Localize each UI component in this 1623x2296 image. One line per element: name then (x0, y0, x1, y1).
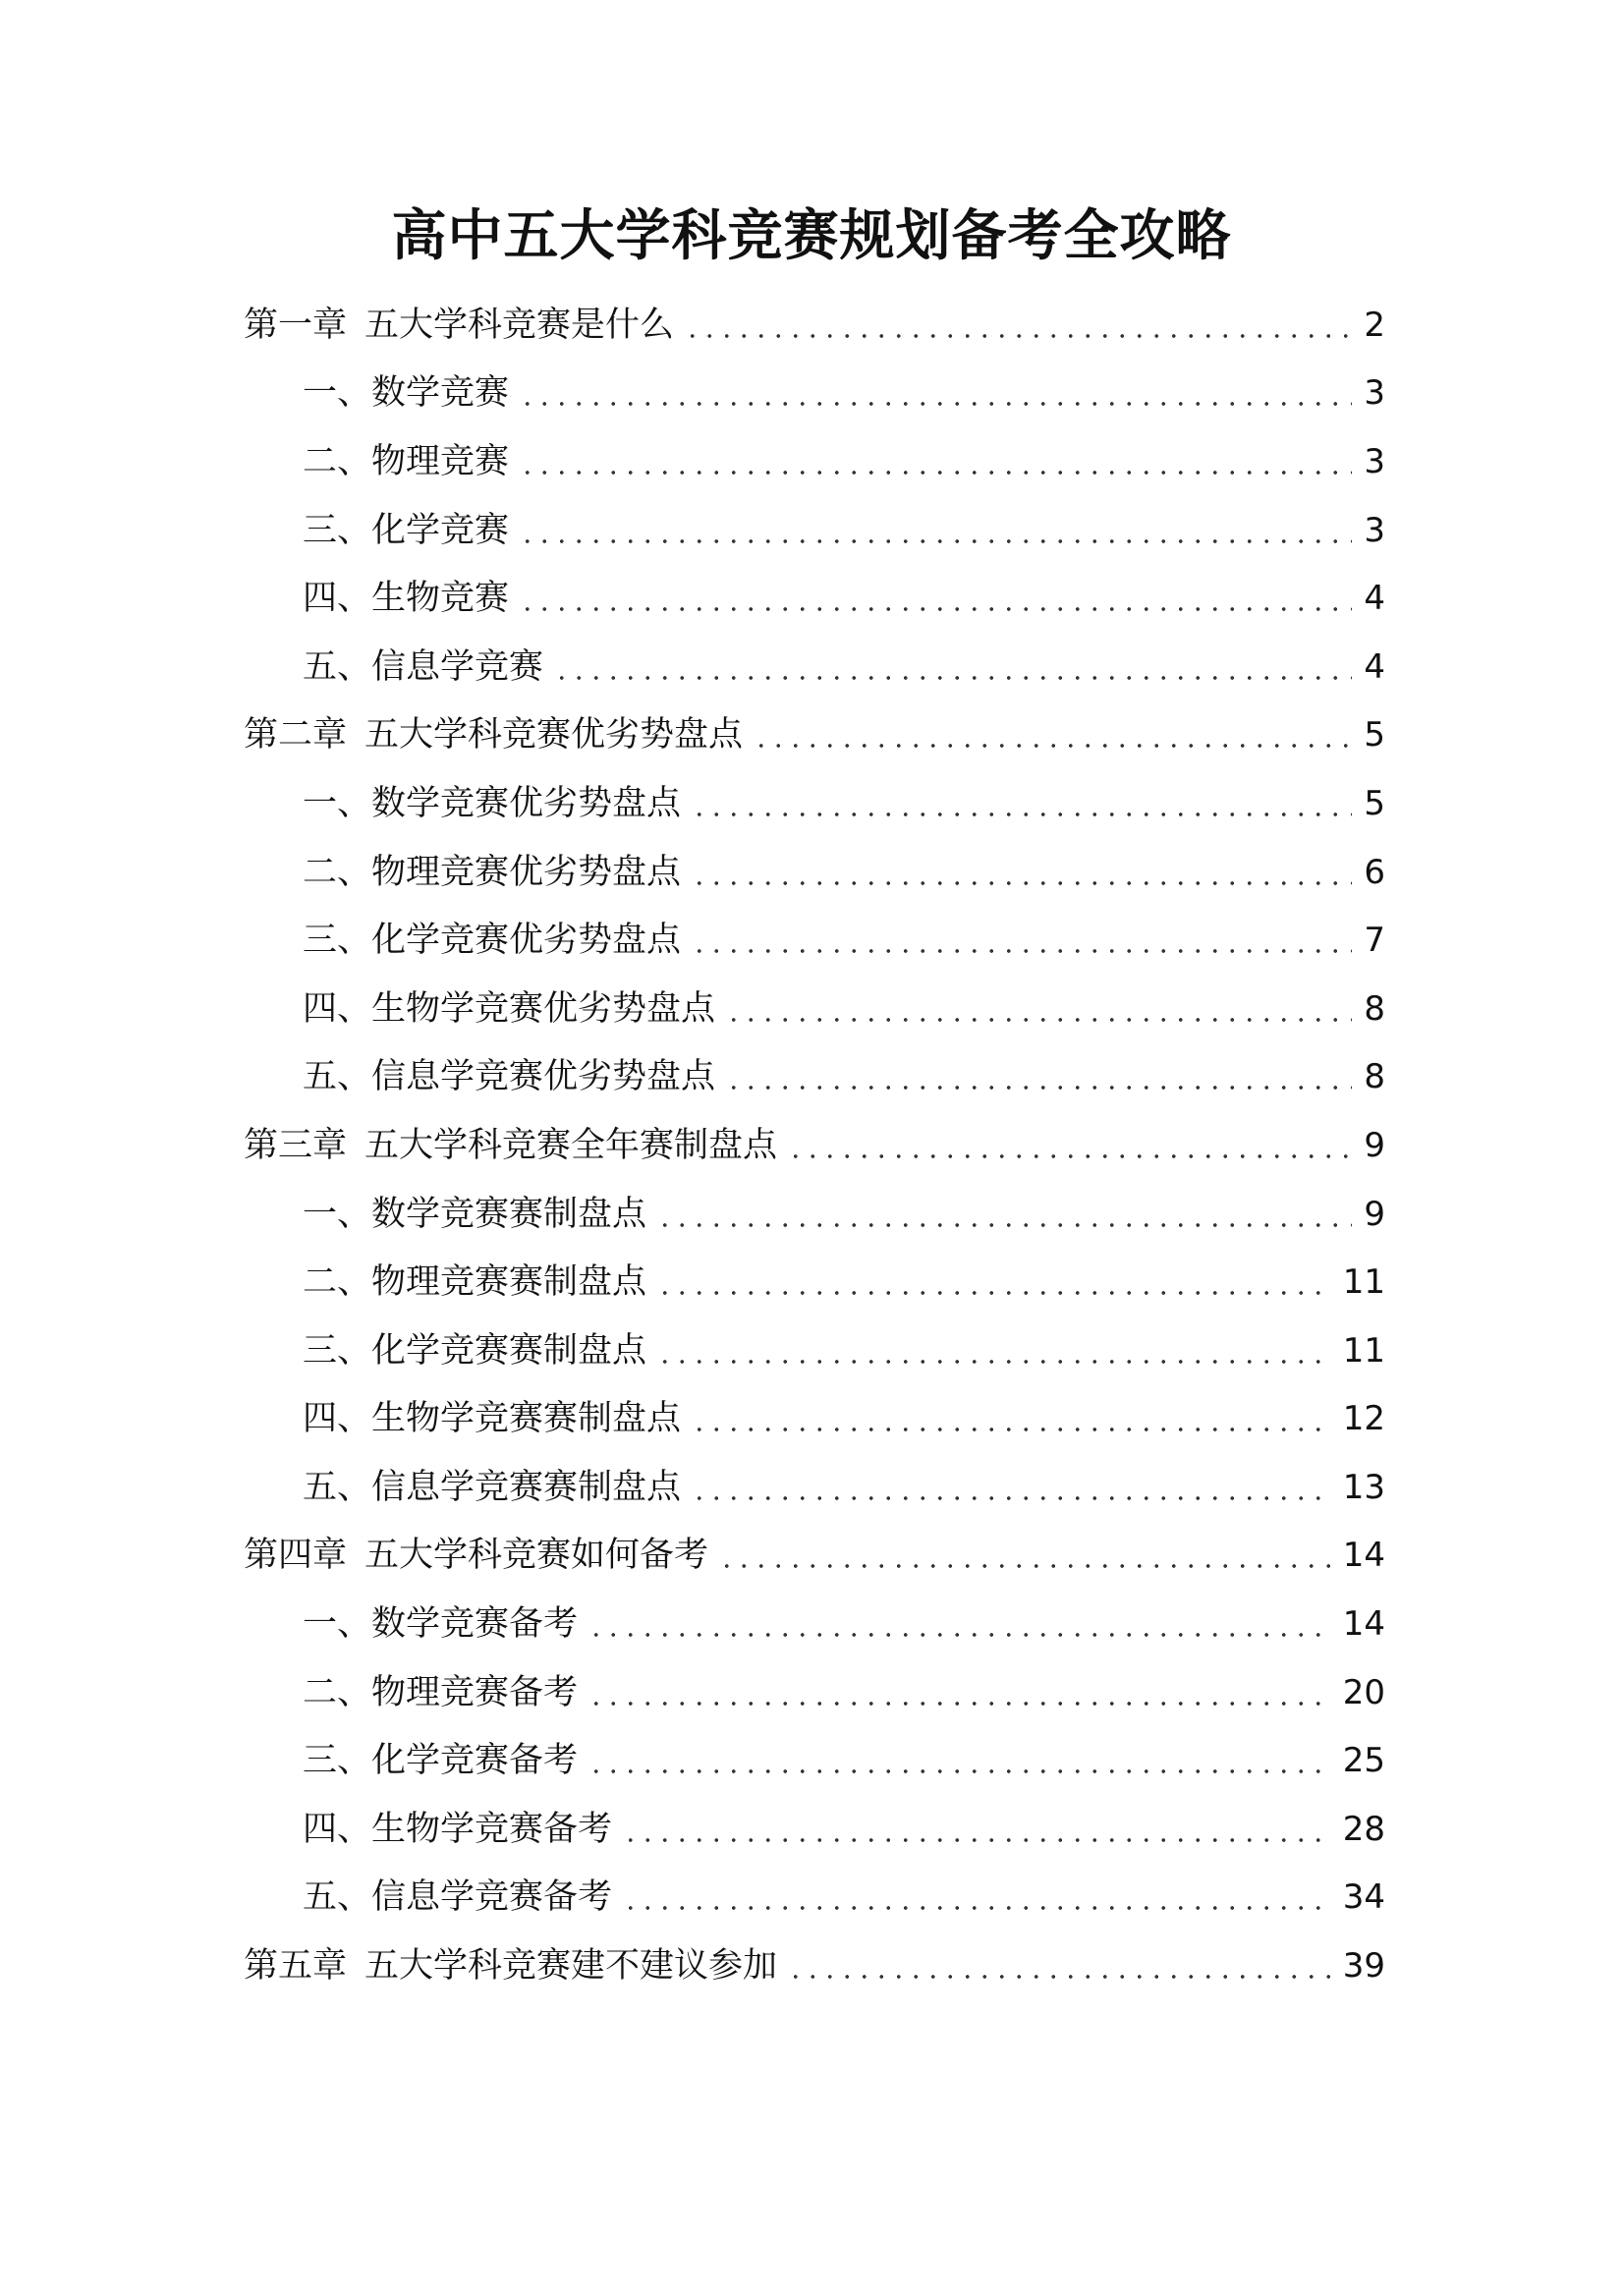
toc-dot-leader (725, 1018, 1352, 1022)
toc-section-entry[interactable] (244, 1316, 1385, 1385)
toc-dot-leader (588, 1769, 1331, 1773)
toc-entry-title (244, 306, 674, 345)
toc-page-number: 13 (1342, 1467, 1385, 1507)
toc-entry-title (244, 715, 743, 755)
toc-page-number: 11 (1342, 1330, 1385, 1371)
toc-page-number: 11 (1342, 1262, 1385, 1303)
toc-page-number: 8 (1364, 988, 1385, 1029)
toc-entry-title (303, 579, 509, 618)
toc-page-number: 7 (1364, 921, 1385, 961)
toc-page-number: 3 (1364, 510, 1385, 550)
toc-section-entry[interactable] (244, 975, 1385, 1043)
toc-entry-text: 数学竞赛 (371, 373, 510, 414)
toc-dot-leader (519, 607, 1352, 611)
toc-dot-leader (691, 1428, 1331, 1431)
toc-dot-leader (753, 744, 1352, 748)
toc-page-number: 20 (1342, 1672, 1385, 1712)
toc-section-entry[interactable] (244, 1180, 1385, 1249)
toc-page-number: 25 (1342, 1741, 1385, 1781)
toc-section-entry[interactable] (244, 838, 1385, 907)
toc-page-number: 14 (1342, 1536, 1385, 1576)
toc-chapter-entry[interactable] (244, 1522, 1385, 1591)
toc-entry-title (244, 1126, 777, 1165)
toc-entry-title (303, 1604, 578, 1644)
toc-dot-leader (691, 1496, 1331, 1500)
toc-entry-text: 化学竞赛备考 (371, 1741, 579, 1781)
toc-entry-number: 三、 (303, 1741, 372, 1781)
toc-entry-text: 信息学竞赛优劣势盘点 (371, 1057, 716, 1097)
toc-entry-text: 五大学科竞赛全年赛制盘点 (364, 1125, 778, 1165)
toc-entry-title (303, 1673, 578, 1712)
toc-entry-text: 五大学科竞赛建不建议参加 (364, 1946, 778, 1987)
toc-entry-text: 数学竞赛优劣势盘点 (371, 783, 682, 823)
toc-dot-leader (691, 812, 1352, 816)
toc-entry-number: 第一章 (244, 305, 348, 345)
toc-entry-number: 第二章 (244, 715, 348, 756)
toc-page-number: 5 (1364, 783, 1385, 823)
toc-section-entry[interactable] (244, 360, 1385, 428)
toc-page-number: 39 (1342, 1946, 1385, 1987)
toc-dot-leader (622, 1838, 1331, 1842)
toc-dot-leader (684, 334, 1352, 338)
toc-entry-title (303, 921, 681, 960)
document-title: 高中五大学科竞赛规划备考全攻略 (391, 203, 1232, 268)
toc-entry-number: 二、 (303, 852, 372, 892)
toc-entry-title (303, 1468, 681, 1507)
toc-section-entry[interactable] (244, 1385, 1385, 1454)
toc-section-entry[interactable] (244, 633, 1385, 701)
toc-entry-text: 五大学科竞赛优劣势盘点 (364, 715, 744, 756)
toc-entry-number: 五、 (303, 1467, 372, 1507)
toc-entry-text: 信息学竞赛 (371, 646, 544, 687)
toc-entry-text: 物理竞赛优劣势盘点 (371, 852, 682, 892)
toc-dot-leader (622, 1906, 1331, 1910)
toc-entry-number: 四、 (303, 1399, 372, 1439)
toc-entry-text: 生物竞赛 (371, 579, 510, 619)
toc-entry-number: 三、 (303, 510, 372, 550)
toc-entry-text: 五大学科竞赛如何备考 (364, 1536, 709, 1576)
toc-dot-leader (725, 1086, 1352, 1090)
toc-entry-title (303, 1195, 646, 1234)
toc-entry-title (244, 1946, 777, 1986)
toc-page-number: 2 (1364, 305, 1385, 345)
toc-entry-title (303, 989, 715, 1029)
toc-dot-leader (656, 1360, 1331, 1364)
toc-entry-text: 信息学竞赛备考 (371, 1877, 613, 1918)
toc-entry-title (303, 1262, 646, 1302)
toc-entry-number: 第三章 (244, 1125, 348, 1165)
toc-entry-title (303, 647, 543, 687)
toc-dot-leader (691, 881, 1352, 885)
toc-entry-text: 物理竞赛 (371, 441, 510, 481)
toc-entry-text: 信息学竞赛赛制盘点 (371, 1467, 682, 1507)
toc-dot-leader (519, 471, 1352, 475)
toc-section-entry[interactable] (244, 1864, 1385, 1932)
toc-page-number: 4 (1364, 579, 1385, 619)
toc-page-number: 3 (1364, 373, 1385, 414)
toc-dot-leader (656, 1291, 1331, 1295)
toc-entry-text: 物理竞赛赛制盘点 (371, 1262, 647, 1303)
toc-section-entry[interactable] (244, 1043, 1385, 1112)
toc-page-number: 6 (1364, 852, 1385, 892)
toc-entry-number: 三、 (303, 921, 372, 961)
toc-entry-title (303, 1877, 612, 1917)
toc-entry-text: 生物学竞赛优劣势盘点 (371, 988, 716, 1029)
toc-dot-leader (519, 402, 1352, 406)
toc-entry-number: 四、 (303, 579, 372, 619)
toc-page-number: 4 (1364, 646, 1385, 687)
toc-entry-text: 化学竞赛赛制盘点 (371, 1330, 647, 1371)
toc-page-number: 28 (1342, 1809, 1385, 1849)
toc-dot-leader (718, 1564, 1331, 1568)
toc-section-entry[interactable] (244, 1726, 1385, 1795)
toc-section-entry[interactable] (244, 1248, 1385, 1316)
toc-page-number: 12 (1342, 1399, 1385, 1439)
toc-entry-number: 一、 (303, 1604, 372, 1645)
toc-entry-number: 一、 (303, 373, 372, 414)
toc-page-number: 9 (1364, 1125, 1385, 1165)
toc-section-entry[interactable] (244, 496, 1385, 565)
toc-entry-title (303, 1399, 681, 1438)
toc-page-number: 9 (1364, 1194, 1385, 1234)
toc-dot-leader (787, 1154, 1352, 1158)
toc-entry-number: 一、 (303, 1194, 372, 1234)
toc-entry-number: 第五章 (244, 1946, 348, 1987)
toc-dot-leader (553, 676, 1352, 680)
toc-entry-title (303, 1810, 612, 1849)
toc-entry-title (303, 373, 509, 413)
toc-entry-number: 第四章 (244, 1536, 348, 1576)
toc-chapter-entry[interactable] (244, 701, 1385, 770)
table-of-contents (244, 291, 1385, 2000)
toc-dot-leader (787, 1975, 1331, 1979)
toc-entry-number: 三、 (303, 1330, 372, 1371)
toc-entry-title (303, 1741, 578, 1780)
toc-section-entry[interactable] (244, 1795, 1385, 1864)
toc-dot-leader (588, 1702, 1331, 1706)
toc-entry-number: 五、 (303, 1877, 372, 1918)
toc-entry-text: 数学竞赛赛制盘点 (371, 1194, 647, 1234)
toc-entry-number: 五、 (303, 1057, 372, 1097)
toc-entry-number: 二、 (303, 441, 372, 481)
toc-entry-number: 一、 (303, 783, 372, 823)
toc-page-number: 8 (1364, 1057, 1385, 1097)
toc-page-number: 3 (1364, 441, 1385, 481)
toc-entry-title (303, 511, 509, 550)
toc-dot-leader (588, 1633, 1331, 1637)
toc-entry-text: 化学竞赛优劣势盘点 (371, 921, 682, 961)
toc-section-entry[interactable] (244, 564, 1385, 633)
toc-dot-leader (656, 1223, 1352, 1227)
toc-entry-title (303, 442, 509, 481)
toc-entry-number: 四、 (303, 1809, 372, 1849)
toc-entry-text: 生物学竞赛赛制盘点 (371, 1399, 682, 1439)
toc-dot-leader (691, 949, 1352, 953)
toc-dot-leader (519, 539, 1352, 543)
toc-section-entry[interactable] (244, 1590, 1385, 1658)
toc-section-entry[interactable] (244, 769, 1385, 838)
toc-entry-title (303, 1331, 646, 1371)
toc-entry-text: 数学竞赛备考 (371, 1604, 579, 1645)
toc-chapter-entry[interactable] (244, 1932, 1385, 2000)
toc-section-entry[interactable] (244, 427, 1385, 496)
toc-entry-text: 物理竞赛备考 (371, 1672, 579, 1712)
toc-page-number: 14 (1342, 1604, 1385, 1645)
toc-entry-title (244, 1536, 708, 1575)
toc-section-entry[interactable] (244, 906, 1385, 975)
toc-entry-title (303, 1057, 715, 1096)
toc-entry-title (303, 784, 681, 823)
toc-entry-text: 五大学科竞赛是什么 (364, 305, 675, 345)
toc-entry-number: 五、 (303, 646, 372, 687)
toc-section-entry[interactable] (244, 1658, 1385, 1727)
toc-page-number: 5 (1364, 715, 1385, 756)
toc-entry-number: 四、 (303, 988, 372, 1029)
toc-chapter-entry[interactable] (244, 1111, 1385, 1180)
toc-section-entry[interactable] (244, 1453, 1385, 1522)
toc-entry-number: 二、 (303, 1262, 372, 1303)
toc-chapter-entry[interactable] (244, 291, 1385, 360)
toc-entry-text: 生物学竞赛备考 (371, 1809, 613, 1849)
toc-page-number: 34 (1342, 1877, 1385, 1918)
toc-entry-number: 二、 (303, 1672, 372, 1712)
toc-entry-text: 化学竞赛 (371, 510, 510, 550)
toc-entry-title (303, 853, 681, 892)
